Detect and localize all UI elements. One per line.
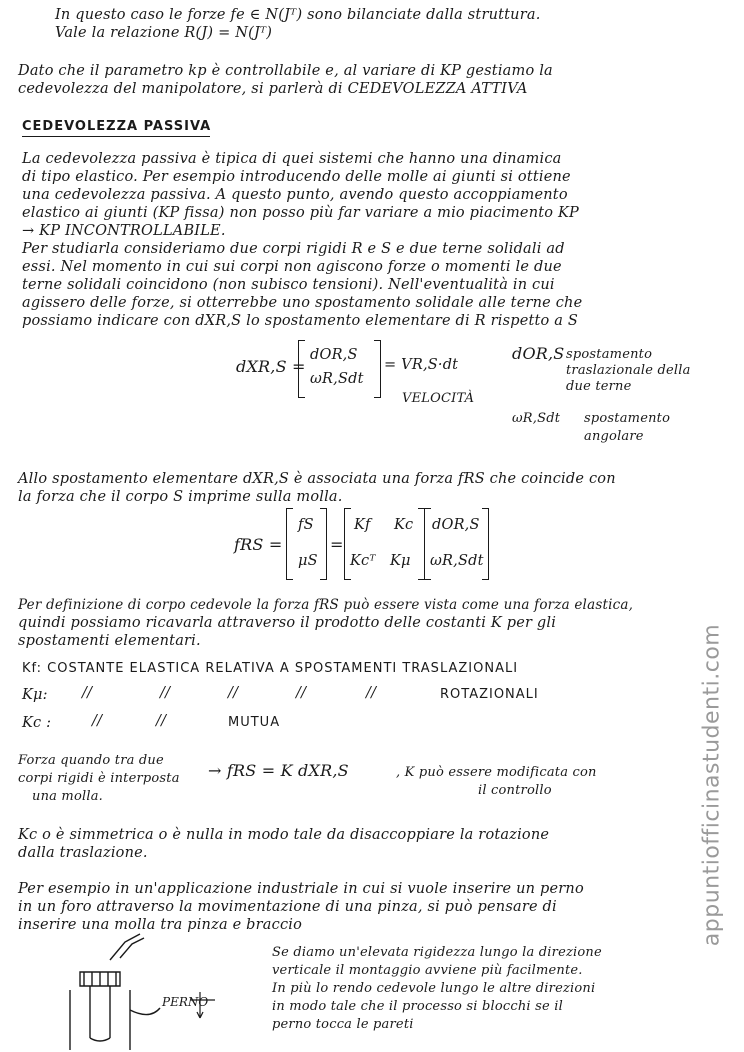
text-line: Dato che il parametro kp è controllabile e, al variare di KP gestiamo la <box>18 63 553 79</box>
def-symbol: dOR,S <box>512 344 565 363</box>
text-line: quindi possiamo ricavarla attraverso il prodotto delle costanti K per gli <box>18 615 557 631</box>
vector-bottom: ωR,Sdt <box>430 553 484 569</box>
matrix-cell: Kf <box>354 517 371 533</box>
text-line: inserire una molla tra pinza e braccio <box>18 917 303 933</box>
text-line: Kc o è simmetrica o è nulla in modo tale da disaccoppiare la rotazione <box>18 827 550 843</box>
eq-sign: = <box>330 535 344 554</box>
text-line: Forza quando tra due <box>18 753 164 768</box>
def-text: spostamento <box>584 411 671 426</box>
def-symbol: ωR,Sdt <box>512 411 561 426</box>
text-line: In questo caso le forze fe ∈ N(Jᵀ) sono bilanciate dalla struttura. <box>55 7 541 23</box>
text-line: terne solidali coincidono (non subisco tensioni). Nell'eventualità in cui <box>22 277 555 293</box>
text-line: perno tocca le pareti <box>272 1017 414 1032</box>
text-line: Per studiarla consideriamo due corpi rigidi R e S e due terne solidali ad <box>22 241 565 257</box>
eq-velocity-label: VELOCITÀ <box>402 391 475 406</box>
text-line: in modo tale che il processo si blocchi se il <box>272 999 563 1014</box>
bracket-left <box>298 340 305 398</box>
eq-lhs: fRS = <box>234 535 283 554</box>
ditto-mark: // <box>296 685 307 701</box>
text-line: Vale la relazione R(J) = N(Jᵀ) <box>55 25 273 41</box>
constant-kc-type: MUTUA <box>228 715 281 730</box>
eq-rhs: = VR,S·dt <box>384 357 459 373</box>
ditto-mark: // <box>82 685 93 701</box>
sketch-label: PERNO <box>162 995 209 1009</box>
text-line: Per definizione di corpo cedevole la forza fRS può essere vista come una forza elastica, <box>18 597 634 613</box>
heading-underline <box>22 136 210 137</box>
constant-kc-label: Kc : <box>22 715 52 731</box>
text-line: dalla traslazione. <box>18 845 148 861</box>
bracket-right <box>374 340 381 398</box>
ditto-mark: // <box>160 685 171 701</box>
def-text: due terne <box>566 379 632 394</box>
def-text: spostamento <box>566 347 653 362</box>
ditto-mark: // <box>228 685 239 701</box>
matrix-cell: Kcᵀ <box>350 553 376 569</box>
bracket-right <box>482 508 489 580</box>
force-equation: → fRS = K dXR,S <box>208 761 349 780</box>
vector-top: fS <box>298 517 314 533</box>
vector-bottom: μS <box>298 553 318 569</box>
eq-vector-bottom: ωR,Sdt <box>310 371 364 387</box>
text-line: Allo spostamento elementare dXR,S è associata una forza fRS che coincide con <box>18 471 616 487</box>
constant-kf: Kf: COSTANTE ELASTICA RELATIVA A SPOSTAMENTI TRASLAZIONALI <box>22 661 519 676</box>
matrix-cell: Kc <box>394 517 414 533</box>
ditto-mark: // <box>366 685 377 701</box>
eq-lhs: dXR,S = <box>236 357 306 376</box>
text-line: verticale il montaggio avviene più facilmente. <box>272 963 583 978</box>
text-line: essi. Nel momento in cui sui corpi non agiscono forze o momenti le due <box>22 259 562 275</box>
peg-insertion-sketch <box>60 930 250 1052</box>
vector-top: dOR,S <box>432 517 480 533</box>
text-line: una molla. <box>32 789 103 804</box>
text-line: una cedevolezza passiva. A questo punto, avendo questo accoppiamento <box>22 187 568 203</box>
text-line: spostamenti elementari. <box>18 633 201 649</box>
text-line: Se diamo un'elevata rigidezza lungo la direzione <box>272 945 602 960</box>
watermark-text: appuntiofficinastudenti.com <box>699 623 725 947</box>
text-line: cedevolezza del manipolatore, si parlerà di CEDEVOLEZZA ATTIVA <box>18 81 528 97</box>
watermark <box>692 625 732 945</box>
text-line: agissero delle forze, si otterrebbe uno spostamento solidale alle terne che <box>22 295 583 311</box>
text-line: il controllo <box>478 783 552 798</box>
text-line: Per esempio in un'applicazione industriale in cui si vuole inserire un perno <box>18 881 584 897</box>
bracket-right <box>320 508 327 580</box>
text-line: corpi rigidi è interposta <box>18 771 180 786</box>
text-line: In più lo rendo cedevole lungo le altre direzioni <box>272 981 596 996</box>
constant-km-label: Kμ: <box>22 687 48 703</box>
ditto-mark: // <box>156 713 167 729</box>
def-text: traslazionale della <box>566 363 691 378</box>
section-heading: CEDEVOLEZZA PASSIVA <box>22 119 212 134</box>
text-line: → KP INCONTROLLABILE. <box>22 223 226 239</box>
text-line: possiamo indicare con dXR,S lo spostamento elementare di R rispetto a S <box>22 313 579 329</box>
bracket-left <box>286 508 293 580</box>
text-line: elastico ai giunti (KP fissa) non posso più far variare a mio piacimento KP <box>22 205 580 221</box>
constant-km-type: ROTAZIONALI <box>440 687 539 702</box>
text-line: in un foro attraverso la movimentazione di una pinza, si può pensare di <box>18 899 557 915</box>
text-line: , K può essere modificata con <box>396 765 597 780</box>
def-text: angolare <box>584 429 644 444</box>
text-line: la forza che il corpo S imprime sulla molla. <box>18 489 343 505</box>
text-line: di tipo elastico. Per esempio introducendo delle molle ai giunti si ottiene <box>22 169 571 185</box>
matrix-cell: Kμ <box>390 553 411 569</box>
eq-vector-top: dOR,S <box>310 347 358 363</box>
text-line: La cedevolezza passiva è tipica di quei sistemi che hanno una dinamica <box>22 151 562 167</box>
ditto-mark: // <box>92 713 103 729</box>
